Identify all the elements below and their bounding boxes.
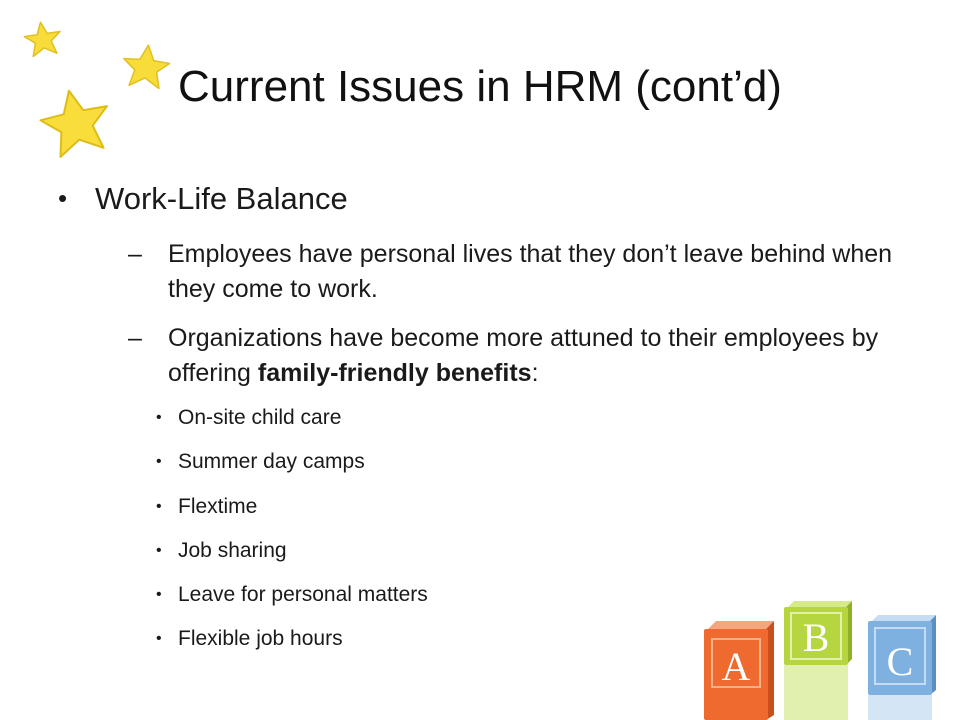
block-letter: C — [886, 639, 914, 684]
list-item — [156, 405, 918, 430]
list-item-text: Flextime — [178, 494, 258, 518]
list-item-text: Summer day camps — [178, 450, 365, 474]
dash-marker: – — [128, 240, 142, 269]
bullet-dot: • — [156, 585, 162, 603]
bullet-dot: • — [156, 630, 162, 648]
bullet-dot: • — [156, 497, 162, 515]
sub-point-bold: family-friendly benefits — [257, 359, 532, 388]
list-item-text: Leave for personal matters — [178, 582, 428, 606]
block-letter: B — [802, 615, 830, 660]
block-letter: A — [721, 644, 751, 689]
list-item — [156, 538, 918, 563]
sub-point-text: Employees have personal lives that they don’t leave behind when they come to work. — [168, 240, 893, 304]
list-item — [156, 449, 918, 474]
bullet-dot: • — [156, 453, 162, 471]
star-icon — [23, 20, 63, 58]
dash-marker: – — [128, 324, 142, 353]
bullet-work-life-balance — [58, 180, 918, 217]
bullet-text: Work-Life Balance — [95, 181, 348, 216]
sub-point — [128, 237, 918, 307]
sub-point-text: Organizations have become more attuned to their employees by offering — [168, 324, 879, 388]
list-item-text: Job sharing — [178, 538, 287, 562]
sub-point-text-end: : — [531, 359, 539, 388]
block-c — [868, 615, 936, 720]
list-item — [156, 494, 918, 519]
abc-blocks-decoration — [696, 595, 960, 720]
block-a — [704, 621, 774, 720]
bullet-dot: • — [58, 183, 68, 213]
list-item-text: On-site child care — [178, 406, 342, 430]
bullet-dot: • — [156, 409, 162, 427]
sub-point — [128, 321, 918, 391]
list-item-text: Flexible job hours — [178, 627, 343, 651]
block-b — [784, 601, 852, 720]
slide-title: Current Issues in HRM (cont’d) — [178, 62, 782, 111]
bullet-dot: • — [156, 541, 162, 559]
